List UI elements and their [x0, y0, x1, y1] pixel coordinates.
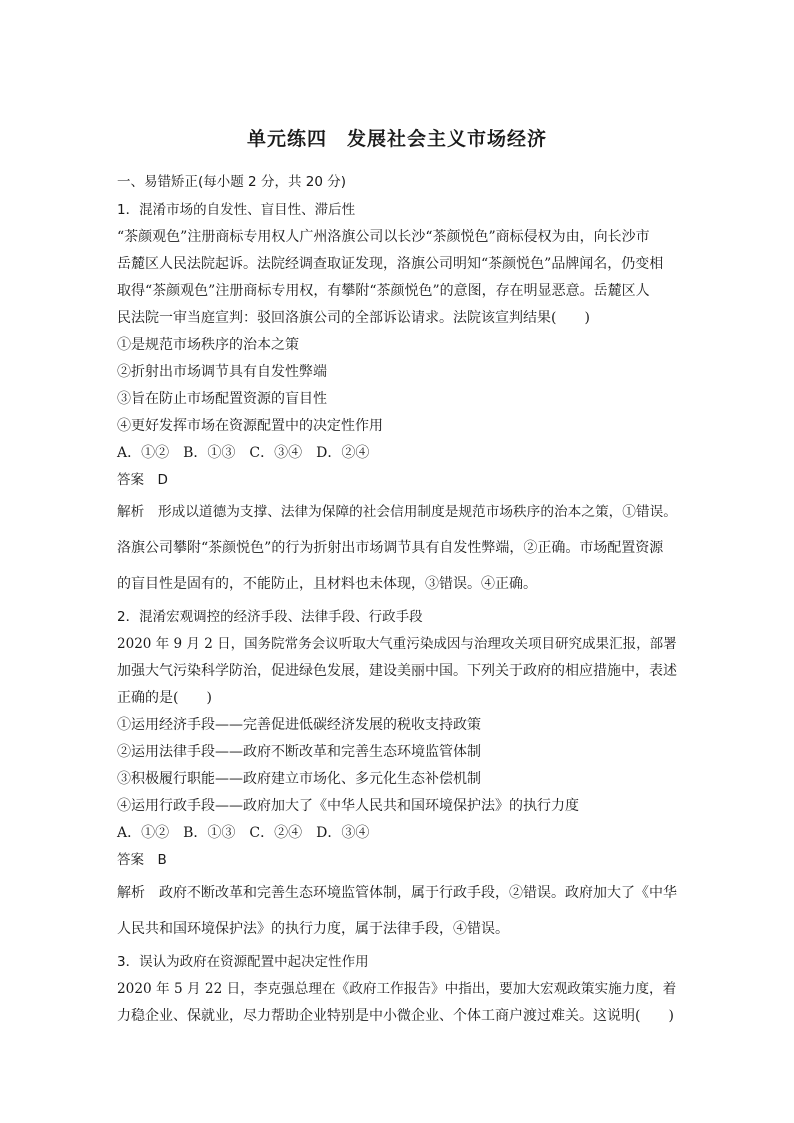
question-1-option: ③旨在防止市场配置资源的盲目性 [117, 391, 327, 407]
question-2-heading: 2．混淆宏观调控的经济手段、法律手段、行政手段 [117, 609, 423, 625]
question-3-stem-line: 2020 年 5 月 22 日，李克强总理在《政府工作报告》中指出，要加大宏观政策实施力度，着 [117, 981, 677, 997]
question-2-stem-line: 2020 年 9 月 2 日，国务院常务会议听取大气重污染成因与治理攻关项目研究成果汇报，部署 [117, 636, 677, 652]
question-2-answer: 答案 B [117, 852, 167, 868]
question-2-analysis-line: 人民共和国环境保护法》的执行力度，属于法律手段，④错误。 [117, 921, 509, 937]
question-1-answer: 答案 D [117, 472, 168, 488]
question-1-option: ②折射出市场调节具有自发性弊端 [117, 364, 327, 380]
question-2-option: ①运用经济手段——完善促进低碳经济发展的税收支持政策 [117, 717, 481, 733]
question-1-option: ①是规范市场秩序的治本之策 [117, 337, 299, 353]
question-1-heading: 1．混淆市场的自发性、盲目性、滞后性 [117, 202, 356, 218]
question-1-stem-line: 民法院一审当庭宣判：驳回洛旗公司的全部诉讼请求。法院该宣判结果( ) [117, 310, 590, 326]
question-3-stem-line: 力稳企业、保就业，尽力帮助企业特别是中小微企业、个体工商户渡过难关。这说明( ) [117, 1008, 674, 1024]
question-1-choices: A．①② B．①③ C．③④ D．②④ [117, 445, 370, 461]
question-1-stem-line: 取得“茶颜观色”注册商标专用权，有攀附“茶颜悦色”的意图，存在明显恶意。岳麓区人 [117, 283, 650, 299]
question-2-option: ④运用行政手段——政府加大了《中华人民共和国环境保护法》的执行力度 [117, 798, 579, 814]
question-2-analysis-line: 解析 政府不断改革和完善生态环境监管体制，属于行政手段，②错误。政府加大了《中华 [117, 885, 677, 901]
question-1-analysis-line: 的盲目性是固有的，不能防止，且材料也未体现，③错误。④正确。 [117, 576, 537, 592]
question-3-heading: 3．误认为政府在资源配置中起决定性作用 [117, 954, 369, 970]
question-2-option: ③积极履行职能——政府建立市场化、多元化生态补偿机制 [117, 771, 481, 787]
section-heading: 一、易错矫正(每小题 2 分，共 20 分) [117, 174, 346, 190]
question-2-choices: A．①② B．①③ C．②④ D．③④ [117, 825, 370, 841]
question-2-stem-line: 正确的是( ) [117, 690, 212, 706]
page-title: 单元练四 发展社会主义市场经济 [246, 128, 547, 150]
question-2-option: ②运用法律手段——政府不断改革和完善生态环境监管体制 [117, 744, 481, 760]
question-2-stem-line: 加强大气污染科学防治，促进绿色发展，建设美丽中国。下列关于政府的相应措施中，表述 [117, 663, 677, 679]
question-1-analysis-line: 洛旗公司攀附“茶颜悦色”的行为折射出市场调节具有自发性弊端，②正确。市场配置资源 [117, 540, 664, 556]
question-1-option: ④更好发挥市场在资源配置中的决定性作用 [117, 418, 383, 434]
question-1-analysis-line: 解析 形成以道德为支撑、法律为保障的社会信用制度是规范市场秩序的治本之策，①错误。 [117, 504, 677, 520]
question-1-stem-line: “茶颜观色”注册商标专用权人广州洛旗公司以长沙“茶颜悦色”商标侵权为由，向长沙市 [117, 229, 650, 245]
question-1-stem-line: 岳麓区人民法院起诉。法院经调查取证发现，洛旗公司明知“茶颜悦色”品牌闻名，仍变相 [117, 256, 664, 272]
